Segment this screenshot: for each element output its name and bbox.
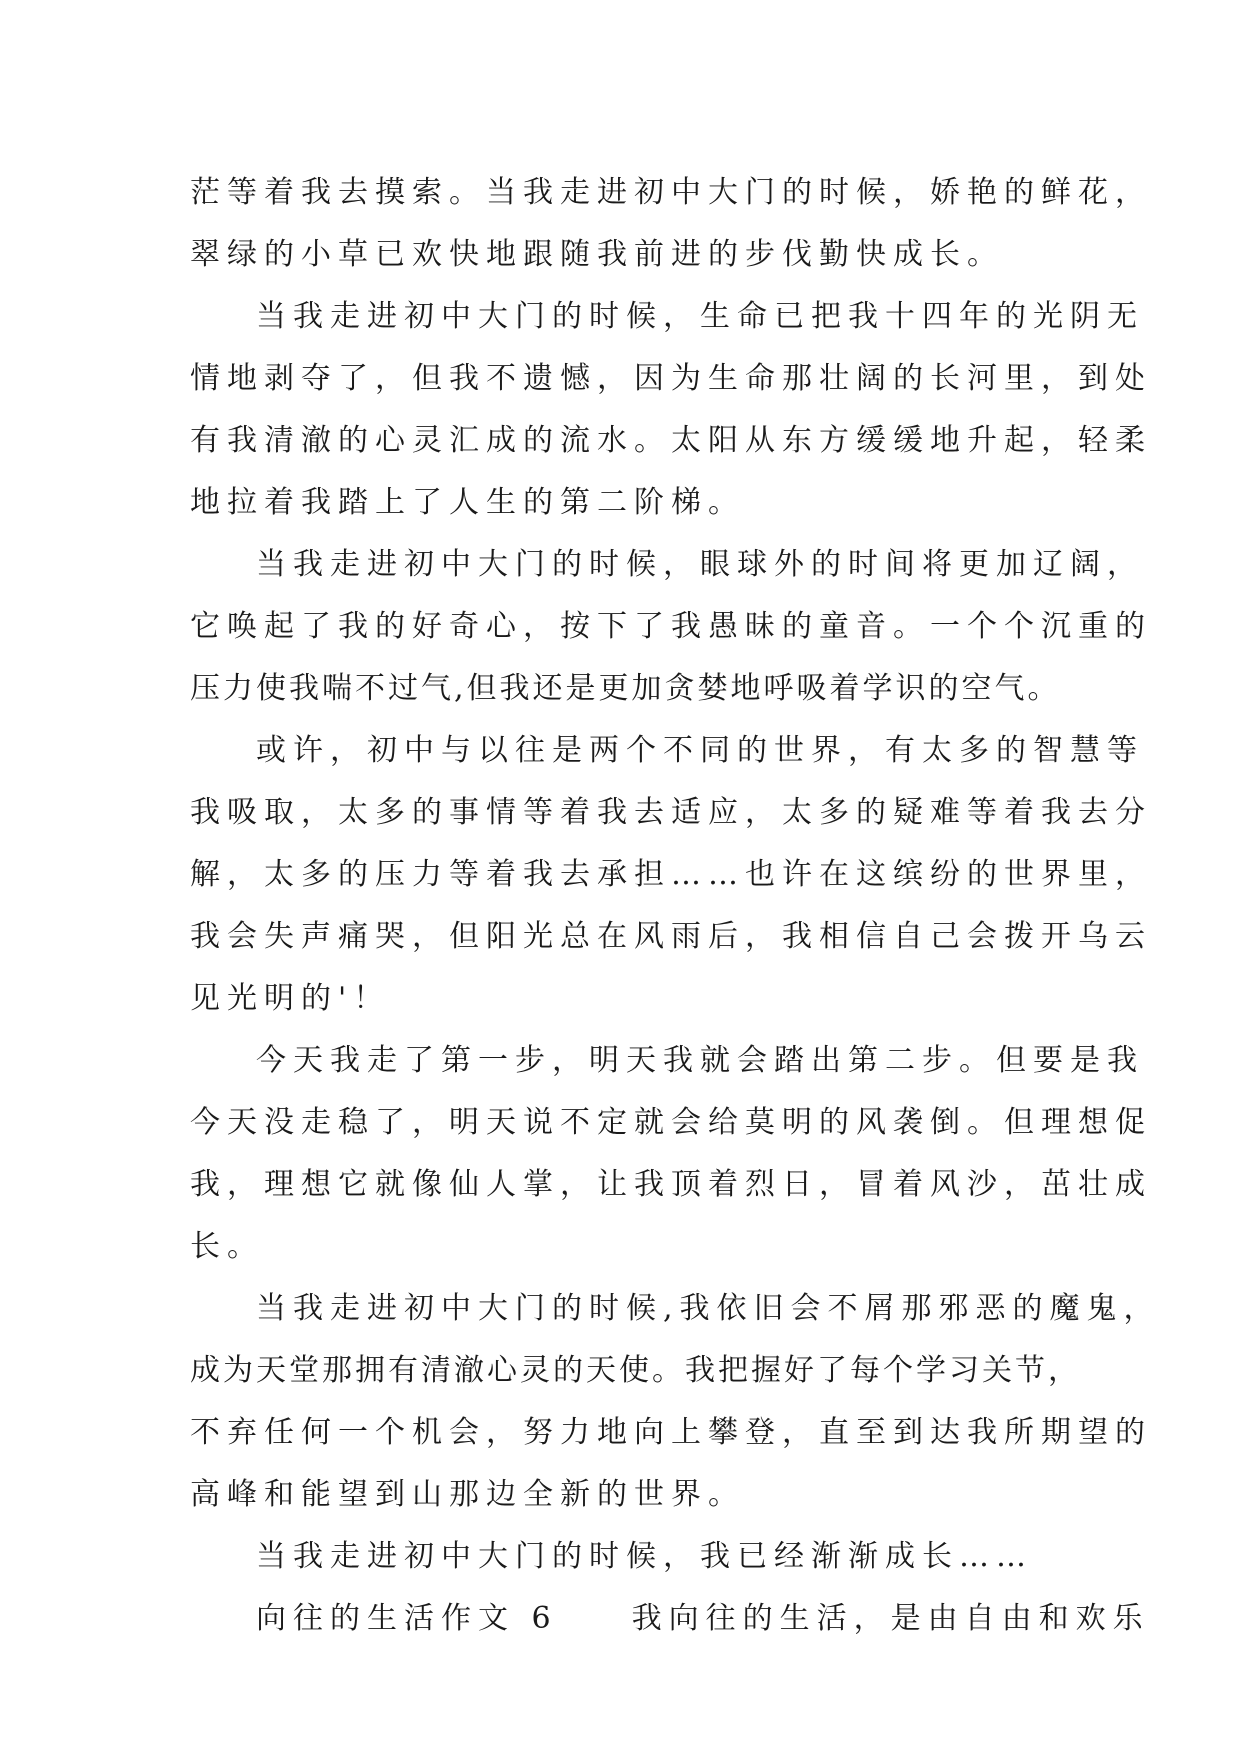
text-line: 今天我走了第一步，明天我就会踏出第二步。但要是我 <box>256 1043 1144 1078</box>
text-line: 压力使我喘不过气,但我还是更加贪婪地呼吸着学识的空气。 <box>190 671 1061 706</box>
text-line: 我，理想它就像仙人掌，让我顶着烈日，冒着风沙，茁壮成 <box>190 1167 1152 1202</box>
text-line: 翠绿的小草已欢快地跟随我前进的步伐勤快成长。 <box>190 237 1004 272</box>
text-line: 它唤起了我的好奇心，按下了我愚昧的童音。一个个沉重的 <box>190 609 1152 644</box>
text-line: 见光明的'！ <box>190 981 391 1016</box>
text-line: 我吸取，太多的事情等着我去适应，太多的疑难等着我去分 <box>190 795 1152 830</box>
text-line: 我会失声痛哭，但阳光总在风雨后，我相信自己会拨开乌云 <box>190 919 1152 954</box>
text-line: 当我走进初中大门的时候，我已经渐渐成长…… <box>256 1539 1033 1574</box>
text-line: 或许，初中与以往是两个不同的世界，有太多的智慧等 <box>256 733 1144 768</box>
text-line: 不弃任何一个机会，努力地向上攀登，直至到达我所期望的 <box>190 1415 1152 1450</box>
text-line: 今天没走稳了，明天说不定就会给莫明的风袭倒。但理想促 <box>190 1105 1152 1140</box>
text-line: 向往的生活作文 6 我向往的生活，是由自由和欢乐 <box>256 1601 1150 1636</box>
text-line: 当我走进初中大门的时候，眼球外的时间将更加辽阔， <box>256 547 1144 582</box>
text-line: 当我走进初中大门的时候，生命已把我十四年的光阴无 <box>256 299 1144 334</box>
text-line: 茫等着我去摸索。当我走进初中大门的时候，娇艳的鲜花， <box>190 175 1152 210</box>
text-line: 当我走进初中大门的时候,我依旧会不屑那邪恶的魔鬼， <box>256 1291 1161 1326</box>
text-line: 高峰和能望到山那边全新的世界。 <box>190 1477 745 1512</box>
text-line: 地拉着我踏上了人生的第二阶梯。 <box>190 485 745 520</box>
text-line: 解，太多的压力等着我去承担……也许在这缤纷的世界里， <box>190 857 1152 892</box>
text-line: 长。 <box>190 1229 264 1264</box>
text-line: 情地剥夺了，但我不遗憾，因为生命那壮阔的长河里，到处 <box>190 361 1152 396</box>
text-line: 有我清澈的心灵汇成的流水。太阳从东方缓缓地升起，轻柔 <box>190 423 1152 458</box>
text-line: 成为天堂那拥有清澈心灵的天使。我把握好了每个学习关节， <box>190 1353 1081 1388</box>
